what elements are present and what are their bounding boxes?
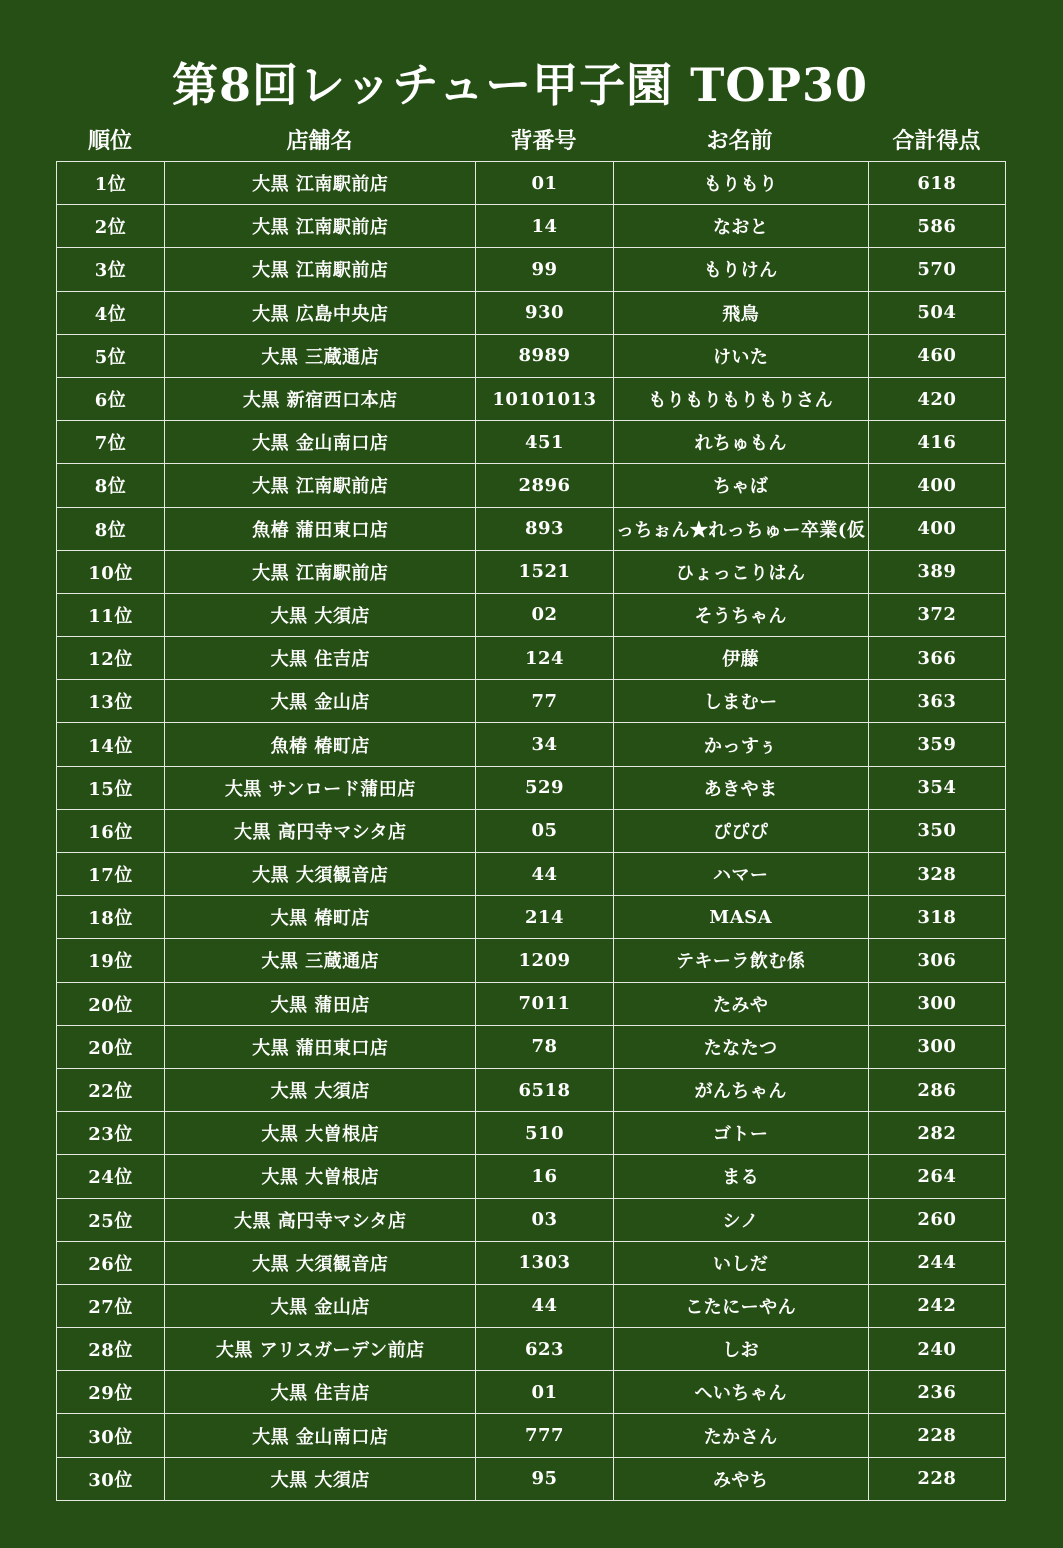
number-cell: 02 [476,593,613,636]
rank-cell: 20位 [57,982,165,1025]
score-cell: 318 [868,896,1005,939]
name-cell: ゴトー [613,1112,868,1155]
store-cell: 大黒 アリスガーデン前店 [165,1328,476,1371]
rank-cell: 27位 [57,1284,165,1327]
store-cell: 大黒 大須店 [165,1068,476,1111]
score-cell: 282 [868,1112,1005,1155]
name-cell: こたにーやん [613,1284,868,1327]
number-cell: 44 [476,1284,613,1327]
number-cell: 510 [476,1112,613,1155]
store-cell: 大黒 大曽根店 [165,1112,476,1155]
store-cell: 大黒 新宿西口本店 [165,377,476,420]
name-cell: 飛鳥 [613,291,868,334]
number-cell: 529 [476,766,613,809]
header-store: 店舗名 [286,128,353,154]
store-cell: 大黒 三蔵通店 [165,334,476,377]
rank-cell: 5位 [57,334,165,377]
number-cell: 623 [476,1328,613,1371]
name-cell: あきやま [613,766,868,809]
score-cell: 228 [868,1457,1005,1500]
store-cell: 大黒 大須店 [165,1457,476,1500]
score-cell: 242 [868,1284,1005,1327]
score-cell: 366 [868,637,1005,680]
table-row [57,507,1006,550]
name-cell: たみや [613,982,868,1025]
table-row [57,1025,1006,1068]
store-cell: 大黒 江南駅前店 [165,550,476,593]
name-cell: シノ [613,1198,868,1241]
rank-cell: 28位 [57,1328,165,1371]
store-cell: 大黒 蒲田店 [165,982,476,1025]
table-row [57,939,1006,982]
number-cell: 1209 [476,939,613,982]
rank-cell: 24位 [57,1155,165,1198]
score-cell: 236 [868,1371,1005,1414]
score-cell: 389 [868,550,1005,593]
name-cell: ちゃば [613,464,868,507]
rank-cell: 15位 [57,766,165,809]
number-cell: 14 [476,205,613,248]
table-header [56,126,1006,156]
score-cell: 264 [868,1155,1005,1198]
table-row [57,1112,1006,1155]
name-cell: ひょっこりはん [613,550,868,593]
rank-cell: 12位 [57,637,165,680]
name-cell: みやち [613,1457,868,1500]
name-cell: テキーラ飲む係 [613,939,868,982]
score-cell: 354 [868,766,1005,809]
table-row [57,1284,1006,1327]
table-row [57,1198,1006,1241]
name-cell: 伊藤 [613,637,868,680]
rank-cell: 30位 [57,1414,165,1457]
store-cell: 大黒 金山店 [165,680,476,723]
table-row [57,464,1006,507]
name-cell: しお [613,1328,868,1371]
header-rank: 順位 [87,128,132,154]
store-cell: 魚椿 椿町店 [165,723,476,766]
rank-cell: 16位 [57,809,165,852]
table-row [57,723,1006,766]
table-row [57,291,1006,334]
rank-cell: 25位 [57,1198,165,1241]
rank-cell: 3位 [57,248,165,291]
rank-cell: 4位 [57,291,165,334]
table-row [57,1457,1006,1500]
rank-cell: 18位 [57,896,165,939]
score-cell: 504 [868,291,1005,334]
name-cell: そうちゃん [613,593,868,636]
score-cell: 260 [868,1198,1005,1241]
name-cell: もりもり [613,162,868,205]
score-cell: 363 [868,680,1005,723]
store-cell: 大黒 椿町店 [165,896,476,939]
score-cell: 586 [868,205,1005,248]
rank-cell: 7位 [57,421,165,464]
store-cell: 大黒 大須店 [165,593,476,636]
table-row [57,1328,1006,1371]
table-row [57,809,1006,852]
header-name: お名前 [706,128,773,154]
store-cell: 大黒 江南駅前店 [165,162,476,205]
table-row [57,421,1006,464]
table-row [57,593,1006,636]
table-row [57,1241,1006,1284]
table-row [57,766,1006,809]
rank-cell: 26位 [57,1241,165,1284]
score-cell: 400 [868,507,1005,550]
table-row [57,1371,1006,1414]
table-row [57,896,1006,939]
store-cell: 大黒 江南駅前店 [165,248,476,291]
rank-cell: 20位 [57,1025,165,1068]
rank-cell: 17位 [57,853,165,896]
table-row [57,162,1006,205]
rank-cell: 8位 [57,464,165,507]
number-cell: 34 [476,723,613,766]
number-cell: 7011 [476,982,613,1025]
name-cell: もりけん [613,248,868,291]
number-cell: 930 [476,291,613,334]
score-cell: 228 [868,1414,1005,1457]
name-cell: いしだ [613,1241,868,1284]
table-row [57,1068,1006,1111]
table-row [57,334,1006,377]
name-cell: れちゅもん [613,421,868,464]
ranking-table-body [57,162,1006,1501]
rank-cell: 30位 [57,1457,165,1500]
store-cell: 大黒 大須観音店 [165,1241,476,1284]
name-cell: かっすぅ [613,723,868,766]
rank-cell: 11位 [57,593,165,636]
store-cell: 大黒 住吉店 [165,637,476,680]
store-cell: 大黒 広島中央店 [165,291,476,334]
number-cell: 99 [476,248,613,291]
score-cell: 240 [868,1328,1005,1371]
store-cell: 大黒 大曽根店 [165,1155,476,1198]
name-cell: ぴぴぴ [613,809,868,852]
name-cell: ハマー [613,853,868,896]
rank-cell: 19位 [57,939,165,982]
score-cell: 400 [868,464,1005,507]
store-cell: 大黒 住吉店 [165,1371,476,1414]
score-cell: 300 [868,1025,1005,1068]
store-cell: 大黒 蒲田東口店 [165,1025,476,1068]
header-number: 背番号 [510,128,577,154]
table-row [57,248,1006,291]
score-cell: 416 [868,421,1005,464]
header-score: 合計得点 [892,128,981,154]
number-cell: 01 [476,162,613,205]
number-cell: 95 [476,1457,613,1500]
page-title: 第8回レッチュー甲子園 TOP30 [171,58,869,112]
score-cell: 420 [868,377,1005,420]
table-row [57,550,1006,593]
rank-cell: 22位 [57,1068,165,1111]
table-row [57,982,1006,1025]
rank-cell: 13位 [57,680,165,723]
score-cell: 300 [868,982,1005,1025]
score-cell: 372 [868,593,1005,636]
number-cell: 124 [476,637,613,680]
score-cell: 286 [868,1068,1005,1111]
number-cell: 01 [476,1371,613,1414]
score-cell: 618 [868,162,1005,205]
number-cell: 44 [476,853,613,896]
number-cell: 78 [476,1025,613,1068]
store-cell: 大黒 高円寺マシタ店 [165,809,476,852]
number-cell: 05 [476,809,613,852]
table-row [57,637,1006,680]
name-cell: まる [613,1155,868,1198]
number-cell: 777 [476,1414,613,1457]
number-cell: 8989 [476,334,613,377]
store-cell: 大黒 大須観音店 [165,853,476,896]
number-cell: 2896 [476,464,613,507]
rank-cell: 29位 [57,1371,165,1414]
number-cell: 10101013 [476,377,613,420]
name-cell: なおと [613,205,868,248]
number-cell: 77 [476,680,613,723]
rank-cell: 14位 [57,723,165,766]
store-cell: 大黒 高円寺マシタ店 [165,1198,476,1241]
table-row [57,680,1006,723]
score-cell: 359 [868,723,1005,766]
number-cell: 1303 [476,1241,613,1284]
ranking-table [56,161,1006,1501]
name-cell: へいちゃん [613,1371,868,1414]
score-cell: 570 [868,248,1005,291]
name-cell: たかさん [613,1414,868,1457]
score-cell: 244 [868,1241,1005,1284]
number-cell: 214 [476,896,613,939]
store-cell: 大黒 金山南口店 [165,421,476,464]
table-row [57,1155,1006,1198]
number-cell: 1521 [476,550,613,593]
number-cell: 03 [476,1198,613,1241]
name-cell: がんちゃん [613,1068,868,1111]
rank-cell: 1位 [57,162,165,205]
store-cell: 大黒 三蔵通店 [165,939,476,982]
store-cell: 大黒 江南駅前店 [165,464,476,507]
number-cell: 893 [476,507,613,550]
rank-cell: 10位 [57,550,165,593]
store-cell: 大黒 サンロード蒲田店 [165,766,476,809]
name-cell: けいた [613,334,868,377]
table-row [57,1414,1006,1457]
score-cell: 350 [868,809,1005,852]
rank-cell: 2位 [57,205,165,248]
score-cell: 460 [868,334,1005,377]
name-cell: もりもりもりもりさん [613,377,868,420]
name-cell: っちぉん★れっちゅー卒業(仮 [613,507,868,550]
rank-cell: 8位 [57,507,165,550]
name-cell: たなたつ [613,1025,868,1068]
score-cell: 328 [868,853,1005,896]
rank-cell: 6位 [57,377,165,420]
store-cell: 大黒 金山店 [165,1284,476,1327]
number-cell: 451 [476,421,613,464]
table-row [57,377,1006,420]
store-cell: 大黒 金山南口店 [165,1414,476,1457]
name-cell: しまむー [613,680,868,723]
table-row [57,205,1006,248]
score-cell: 306 [868,939,1005,982]
number-cell: 6518 [476,1068,613,1111]
number-cell: 16 [476,1155,613,1198]
store-cell: 魚椿 蒲田東口店 [165,507,476,550]
rank-cell: 23位 [57,1112,165,1155]
name-cell: MASA [613,896,868,939]
store-cell: 大黒 江南駅前店 [165,205,476,248]
table-row [57,853,1006,896]
